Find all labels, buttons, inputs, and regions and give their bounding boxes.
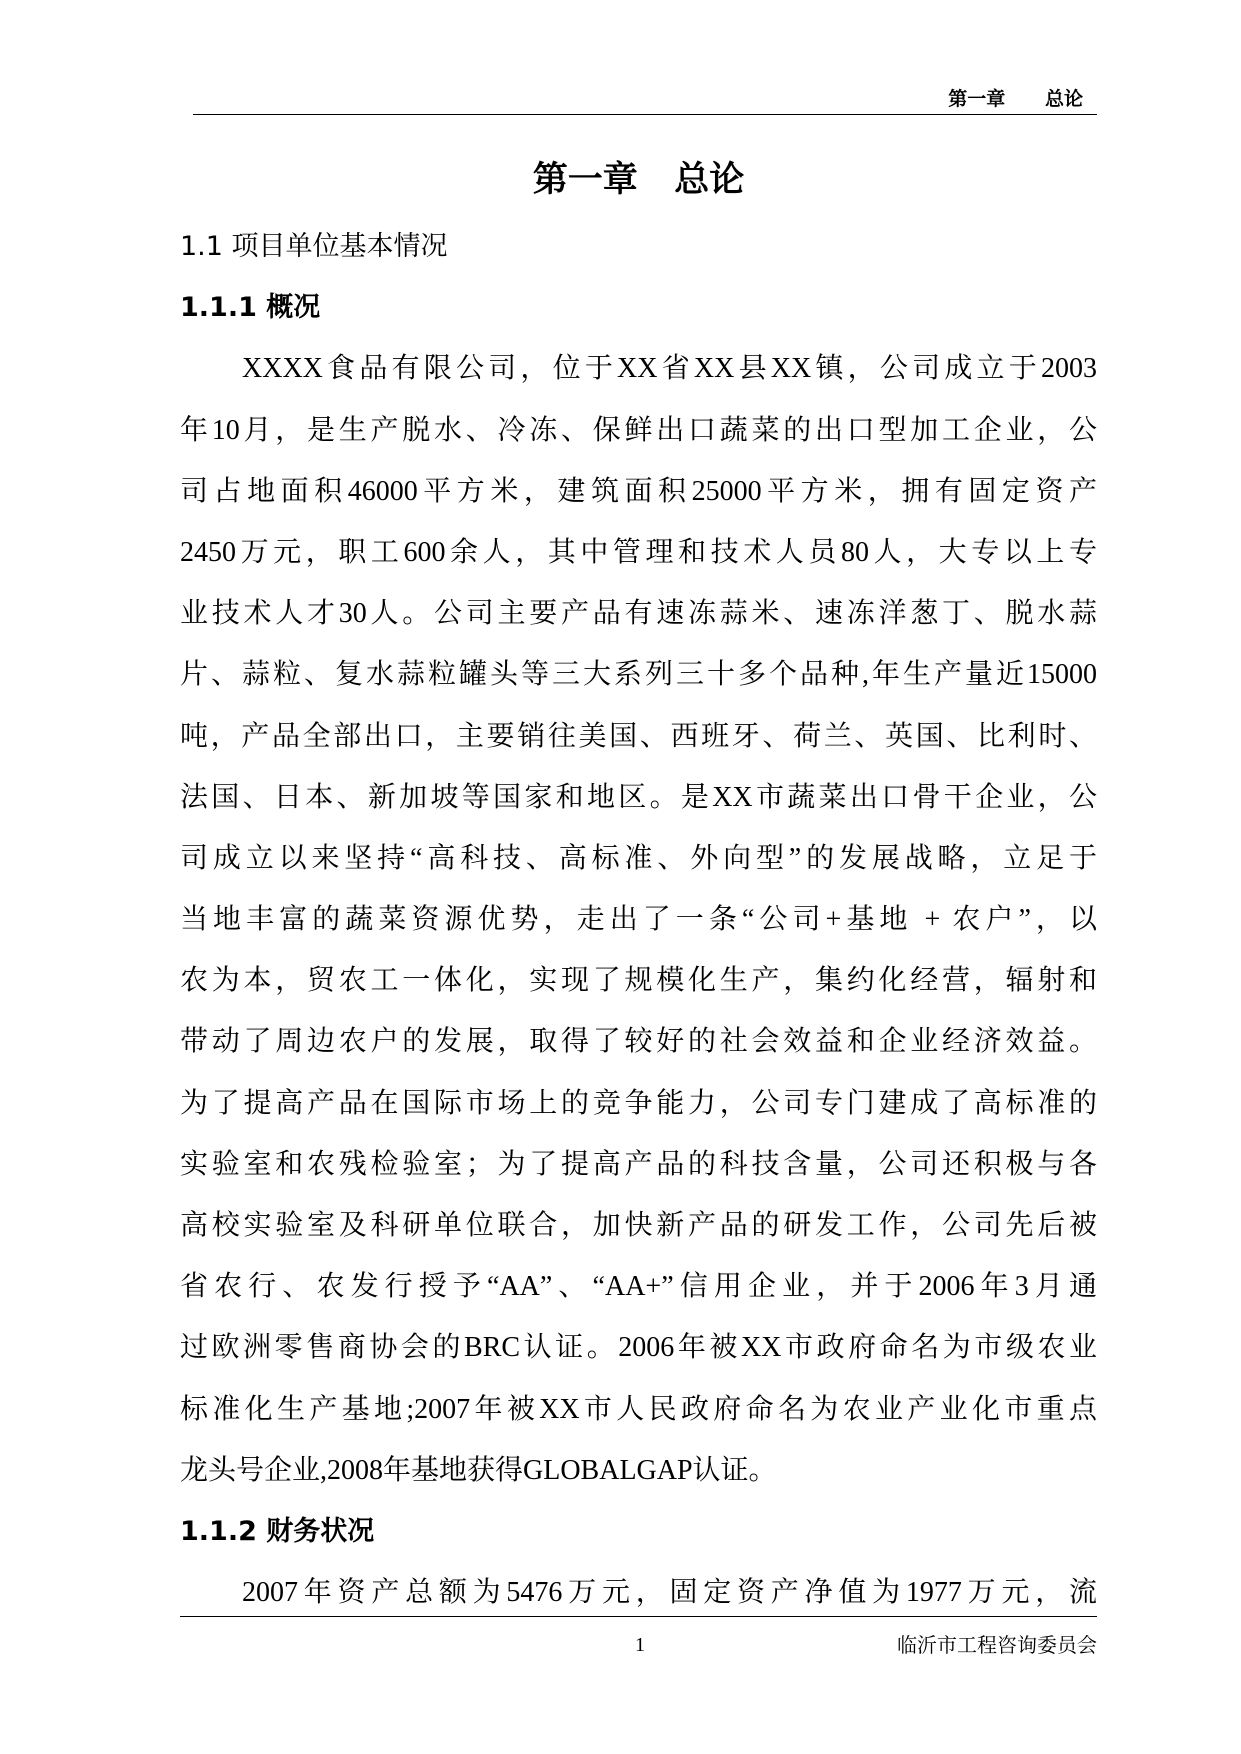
footer-organization: 临沂市工程咨询委员会 xyxy=(897,1633,1097,1657)
footer-divider xyxy=(180,1616,1097,1617)
paragraph-line: 龙头号企业,2008年基地获得GLOBALGAP认证。 xyxy=(180,1454,777,1486)
paragraph-line: 带动了周边农户的发展，取得了较好的社会效益和企业经济效益。 xyxy=(180,1026,1097,1058)
paragraph-line: 农为本，贸农工一体化，实现了规模化生产，集约化经营，辐射和 xyxy=(180,965,1097,997)
paragraph-line: 当地丰富的蔬菜资源优势，走出了一条“公司+基地 + 农户”，以 xyxy=(180,904,1097,936)
page-header xyxy=(193,88,1097,115)
paragraph-line: 省农行、农发行授予“AA”、“AA+”信用企业，并于2006年3月通 xyxy=(180,1271,1097,1303)
paragraph-line: 标准化生产基地;2007年被XX市人民政府命名为农业产业化市重点 xyxy=(180,1393,1097,1425)
paragraph-line: 业技术人才30人。公司主要产品有速冻蒜米、速冻洋葱丁、脱水蒜 xyxy=(180,598,1097,630)
page-number: 1 xyxy=(635,1634,645,1656)
financial-paragraph xyxy=(180,1562,1097,1623)
paragraph-line: 片、蒜粒、复水蒜粒罐头等三大系列三十多个品种,年生产量近15000 xyxy=(180,659,1097,691)
running-title: 第一章 总论 xyxy=(948,88,1083,110)
paragraph-line: XXXX食品有限公司，位于XX省XX县XX镇，公司成立于2003 xyxy=(242,353,1097,385)
paragraph-line: 实验室和农残检验室；为了提高产品的科技含量，公司还积极与各 xyxy=(180,1148,1097,1180)
paragraph-line: 2007年资产总额为5476万元，固定资产净值为1977万元，流 xyxy=(242,1577,1097,1609)
paragraph-line: 年10月，是生产脱水、冷冻、保鲜出口蔬菜的出口型加工企业，公 xyxy=(180,414,1097,446)
paragraph-line: 吨，产品全部出口，主要销往美国、西班牙、荷兰、英国、比利时、 xyxy=(180,720,1097,752)
section-heading-1-1-1: 1.1.1 概况 xyxy=(180,292,321,324)
paragraph-line: 过欧洲零售商协会的BRC认证。2006年被XX市政府命名为市级农业 xyxy=(180,1332,1097,1364)
chapter-title: 第一章 总论 xyxy=(532,160,745,200)
section-heading-1-1-2: 1.1.2 财务状况 xyxy=(180,1515,375,1547)
overview-paragraph xyxy=(180,338,1097,1501)
paragraph-line: 司占地面积46000平方米，建筑面积25000平方米，拥有固定资产 xyxy=(180,475,1097,507)
document-body xyxy=(180,216,1097,1623)
paragraph-line: 2450万元，职工600余人，其中管理和技术人员80人，大专以上专 xyxy=(180,536,1097,568)
section-heading-1-1: 1.1 项目单位基本情况 xyxy=(180,231,448,262)
paragraph-line: 法国、日本、新加坡等国家和地区。是XX市蔬菜出口骨干企业，公 xyxy=(180,781,1097,813)
paragraph-line: 高校实验室及科研单位联合，加快新产品的研发工作，公司先后被 xyxy=(180,1210,1097,1241)
paragraph-line: 为了提高产品在国际市场上的竞争能力，公司专门建成了高标准的 xyxy=(180,1087,1097,1119)
paragraph-line: 司成立以来坚持“高科技、高标准、外向型”的发展战略，立足于 xyxy=(180,842,1097,874)
